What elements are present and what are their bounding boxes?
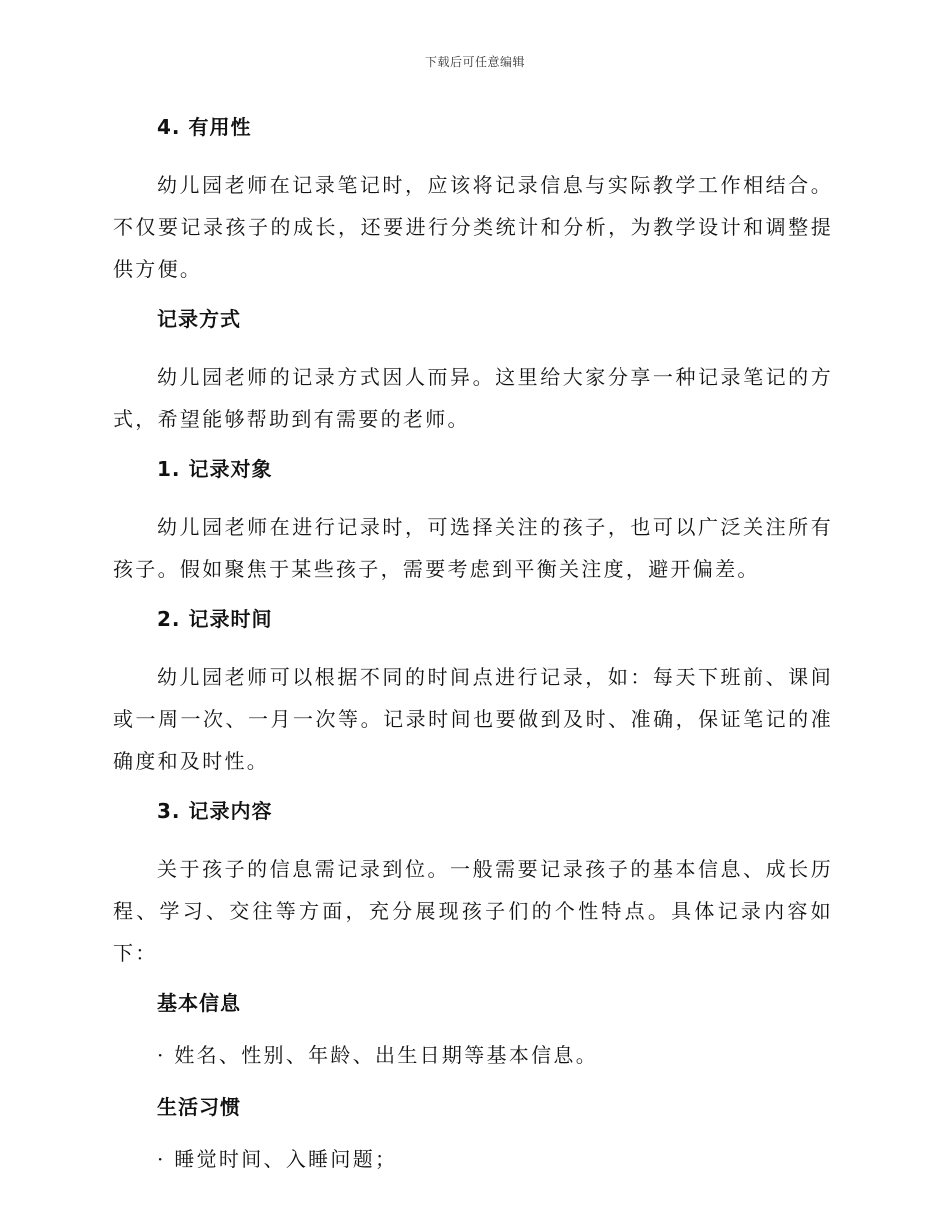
list-item-habits: · 睡觉时间、入睡问题；	[157, 1147, 398, 1171]
section-heading-method: 记录方式	[157, 307, 241, 331]
paragraph-method: 幼儿园老师的记录方式因人而异。这里给大家分享一种记录笔记的方式，希望能够帮助到有需要的老师。	[113, 365, 833, 431]
paragraph-content: 关于孩子的信息需记录到位。一般需要记录孩子的基本信息、成长历程、学习、交往等方面，充分展现孩子们的个性特点。具体记录内容如下：	[113, 857, 833, 965]
paragraph-usefulness: 幼儿园老师在记录笔记时，应该将记录信息与实际教学工作相结合。不仅要记录孩子的成长，还要进行分类统计和分析，为教学设计和调整提供方便。	[113, 173, 833, 281]
page-header: 下载后可任意编辑	[424, 55, 525, 69]
section-heading-object: 1. 记录对象	[157, 457, 273, 481]
paragraph-object: 幼儿园老师在进行记录时，可选择关注的孩子，也可以广泛关注所有孩子。假如聚焦于某些孩子，需要考虑到平衡关注度，避开偏差。	[113, 515, 833, 581]
section-heading-time: 2. 记录时间	[157, 607, 273, 631]
section-heading-basic-info: 基本信息	[157, 991, 241, 1015]
list-item-basic-info: · 姓名、性别、年龄、出生日期等基本信息。	[157, 1043, 599, 1067]
section-heading-usefulness: 4. 有用性	[157, 115, 252, 139]
paragraph-time: 幼儿园老师可以根据不同的时间点进行记录，如：每天下班前、课间或一周一次、一月一次等。记录时间也要做到及时、准确，保证笔记的准确度和及时性。	[113, 665, 833, 773]
document-body	[113, 112, 833, 1196]
section-heading-habits: 生活习惯	[157, 1095, 241, 1119]
section-heading-content: 3. 记录内容	[157, 799, 273, 823]
